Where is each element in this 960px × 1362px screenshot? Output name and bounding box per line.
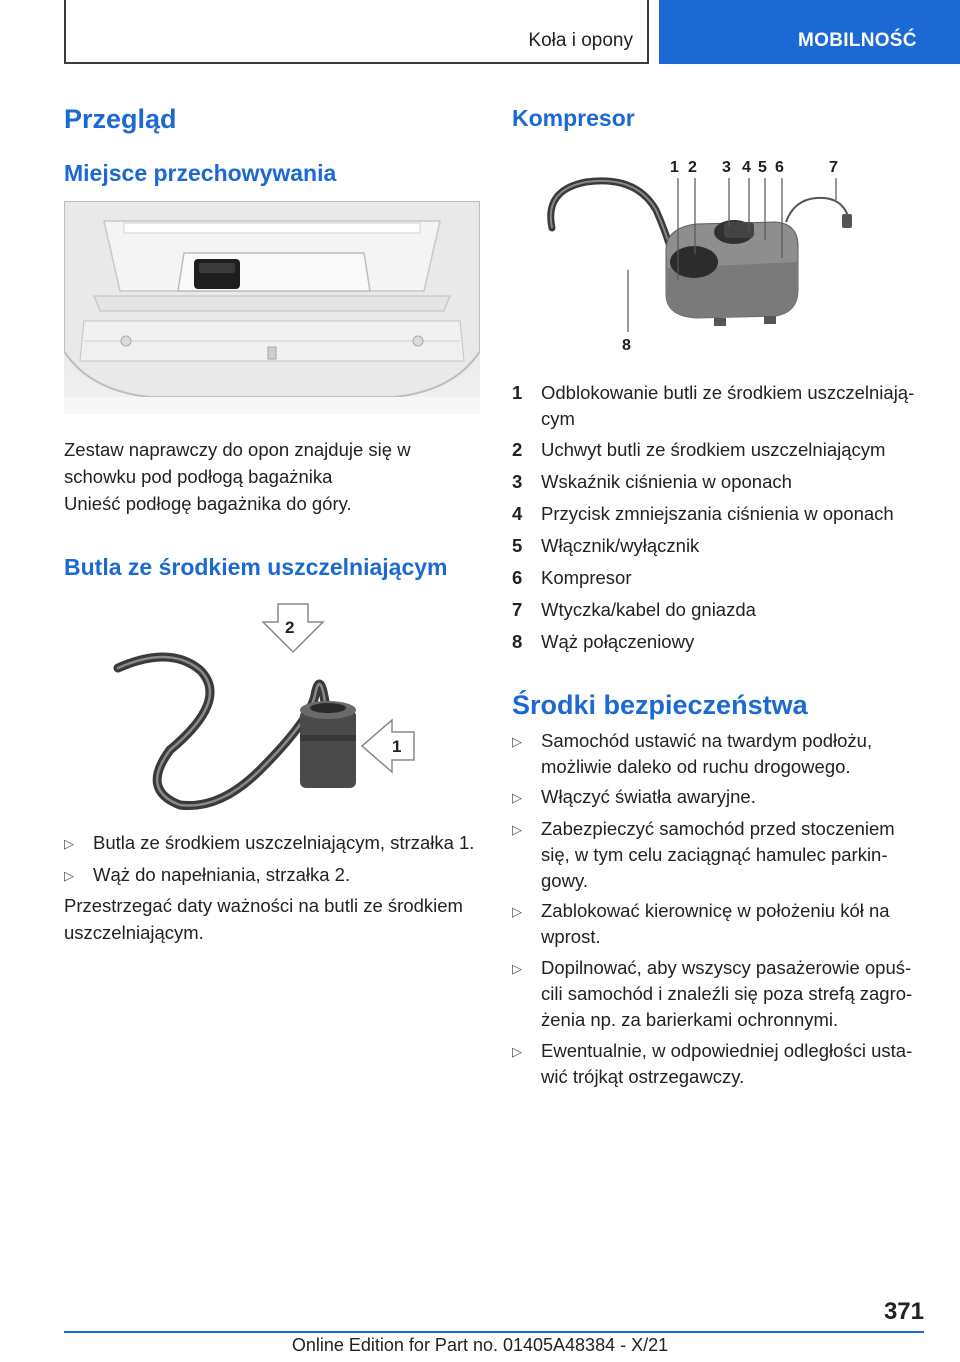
compressor-item: [512, 565, 924, 591]
compressor-item: [512, 469, 924, 495]
compressor-callout-2: 2: [688, 159, 697, 176]
safety-bullet-text: Zablokować kierownicę w położeniu kół na wprost.: [541, 900, 890, 947]
compressor-illustration: [536, 150, 866, 360]
bullet-triangle-icon: ▷: [512, 1044, 522, 1059]
sealant-bottle-illustration: [110, 600, 420, 815]
compressor-item-text: Wskaźnik ciśnienia w oponach: [541, 471, 792, 492]
compressor-item-text: Przycisk zmniejszania ciśnienia w oponach: [541, 503, 894, 524]
bottle-bullet-text: Wąż do napełniania, strzałka 2.: [93, 864, 351, 885]
bullet-triangle-icon: ▷: [64, 836, 74, 851]
compressor-item: [512, 533, 924, 559]
safety-bullet-text: Dopilnować, aby wszyscy pasażerowie opuś-cili samochód i znaleźli się poza strefą zagro-żenia np. za barierkami ochronnymi.: [541, 957, 913, 1030]
safety-bullet: [512, 955, 926, 1033]
bullet-triangle-icon: ▷: [512, 822, 522, 837]
trunk-storage-illustration: [64, 201, 480, 414]
compressor-item-text: Wąż połączeniowy: [541, 631, 695, 652]
page-number: 371: [883, 1298, 924, 1325]
safety-bullet: [512, 816, 926, 894]
compressor-item-number: 2: [512, 439, 523, 460]
compressor-item: [512, 629, 924, 655]
storage-heading: Miejsce przechowywania: [64, 160, 337, 186]
safety-bullet: [512, 1038, 926, 1090]
compressor-item-text: Odblokowanie butli ze środkiem uszczelniają-cym: [541, 382, 915, 429]
bottle-callout-2: 2: [285, 618, 295, 637]
safety-bullet: [512, 728, 926, 780]
safety-bullet-text: Samochód ustawić na twardym podłożu, możliwie daleko od ruchu drogowego.: [541, 730, 873, 777]
page-title: Przegląd: [64, 104, 177, 134]
compressor-item-text: Włącznik/wyłącznik: [541, 535, 700, 556]
bullet-triangle-icon: ▷: [512, 961, 522, 976]
compressor-item-text: Kompresor: [541, 567, 632, 588]
footer-divider: [64, 1331, 924, 1333]
compressor-callout-1: 1: [670, 159, 679, 176]
bullet-triangle-icon: ▷: [512, 790, 522, 805]
storage-text-2: Unieść podłogę bagażnika do góry.: [64, 493, 352, 514]
bottle-heading: Butla ze środkiem uszczelniającym: [64, 554, 448, 580]
compressor-callout-3: 3: [722, 159, 731, 176]
compressor-item-number: 4: [512, 503, 523, 524]
bottle-bullet-text: Butla ze środkiem uszczelniającym, strzałka 1.: [93, 832, 475, 853]
safety-heading: Środki bezpieczeństwa: [512, 690, 808, 720]
compressor-item-number: 5: [512, 535, 523, 556]
bottle-bullet: [64, 862, 484, 888]
bottle-callout-1: 1: [392, 737, 402, 756]
compressor-item-number: 8: [512, 631, 523, 652]
header-chapter-title: MOBILNOŚĆ: [798, 30, 917, 51]
compressor-callout-7: 7: [829, 159, 838, 176]
safety-bullet-text: Włączyć światła awaryjne.: [541, 786, 756, 807]
trunk-storage-photo: [64, 201, 480, 414]
header-section-title: Koła i opony: [528, 30, 633, 51]
bullet-triangle-icon: ▷: [512, 904, 522, 919]
footer-edition: Online Edition for Part no. 01405A48384 - X/21: [291, 1335, 669, 1355]
safety-bullet-text: Zabezpieczyć samochód przed stoczeniem się, w tym celu zaciągnąć hamulec parkin-gowy.: [541, 818, 895, 891]
compressor-callout-8: 8: [622, 337, 631, 354]
compressor-item: [512, 437, 924, 463]
compressor-callout-6: 6: [775, 159, 784, 176]
compressor-item-text: Wtyczka/kabel do gniazda: [541, 599, 756, 620]
bottle-bullet: [64, 830, 484, 856]
compressor-callout-5: 5: [758, 159, 767, 176]
bullet-triangle-icon: ▷: [512, 734, 522, 749]
bullet-triangle-icon: ▷: [64, 868, 74, 883]
storage-text-1: Zestaw naprawczy do opon znajduje się w schowku pod podłogą bagażnika: [64, 439, 411, 487]
compressor-item-number: 3: [512, 471, 523, 492]
compressor-item-number: 7: [512, 599, 523, 620]
compressor-item: [512, 380, 924, 432]
compressor-callout-4: 4: [742, 159, 751, 176]
compressor-heading: Kompresor: [512, 105, 635, 131]
compressor-item: [512, 501, 924, 527]
safety-bullet: [512, 784, 926, 810]
bottle-note: Przestrzegać daty ważności na butli ze środkiem uszczelniającym.: [64, 895, 463, 943]
safety-bullet: [512, 898, 926, 950]
compressor-item: [512, 597, 924, 623]
safety-bullet-text: Ewentualnie, w odpowiedniej odległości usta-wić trójkąt ostrzegawczy.: [541, 1040, 913, 1087]
compressor-item-number: 6: [512, 567, 523, 588]
compressor-item-number: 1: [512, 382, 523, 403]
header-section-tab: [64, 0, 649, 64]
compressor-item-text: Uchwyt butli ze środkiem uszczelniającym: [541, 439, 886, 460]
